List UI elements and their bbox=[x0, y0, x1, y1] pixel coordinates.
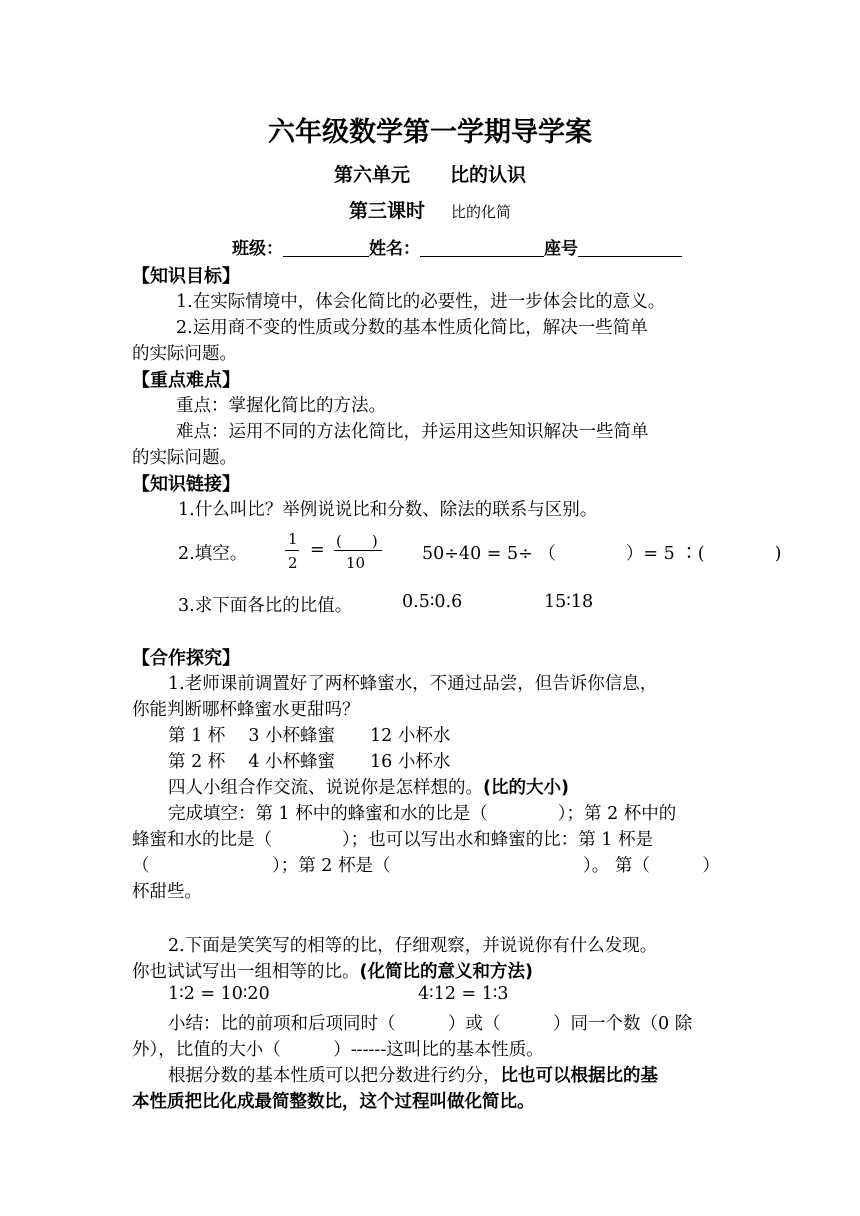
goals-line-3: 的实际问题。 bbox=[132, 344, 237, 364]
lesson-label: 第三课时 bbox=[348, 200, 425, 222]
link-question-2-label: 2.填空。 bbox=[178, 544, 248, 564]
name-label: 姓名： bbox=[369, 239, 420, 259]
class-blank[interactable] bbox=[283, 238, 369, 257]
blank-numerator[interactable]: ( ) bbox=[336, 532, 378, 550]
explore-p1-line-2: 你能判断哪杯蜂蜜水更甜吗？ bbox=[132, 700, 360, 720]
summary-line-2: 外），比值的大小（ ）------这叫比的基本性质。 bbox=[132, 1040, 544, 1060]
equals-sign: = bbox=[310, 540, 325, 560]
lesson-heading bbox=[0, 196, 860, 223]
final-line-2: 本性质把比化成最简整数比，这个过程叫做化简比。 bbox=[132, 1092, 535, 1112]
discuss-tag: (比的大小) bbox=[483, 778, 569, 798]
key-line-2: 难点：运用不同的方法化简比，并运用这些知识解决一些简单 bbox=[176, 422, 649, 442]
unit-label: 第六单元 bbox=[333, 164, 410, 186]
fill-line-3: （ ）；第 2 杯是（ ）。 第（ ） bbox=[132, 856, 720, 876]
summary-line-1: 小结：比的前项和后项同时（ ）或（ ）同一个数（0 除 bbox=[168, 1014, 693, 1034]
goals-heading: 【知识目标】 bbox=[132, 266, 240, 287]
equal-ratio-1: 1∶2 = 10∶20 bbox=[168, 984, 270, 1004]
class-label: 班级： bbox=[232, 239, 283, 259]
equal-ratio-2: 4∶12 = 1∶3 bbox=[418, 984, 509, 1004]
cup-2-info: 第 2 杯 4 小杯蜂蜜 16 小杯水 bbox=[168, 752, 451, 772]
key-line-3: 的实际问题。 bbox=[132, 448, 237, 468]
fill-line-1: 完成填空：第 1 杯中的蜂蜜和水的比是（ ）；第 2 杯中的 bbox=[168, 804, 677, 824]
seat-blank[interactable] bbox=[578, 238, 682, 257]
explore-p1-line-1: 1.老师课前调置好了两杯蜂蜜水，不通过品尝，但告诉你信息， bbox=[168, 674, 658, 694]
fill-line-2: 蜂蜜和水的比是（ ）；也可以写出水和蜂蜜的比：第 1 杯是 bbox=[132, 830, 654, 850]
denominator-ten: 10 bbox=[346, 554, 366, 572]
fill-line-4: 杯甜些。 bbox=[132, 882, 202, 902]
link-heading: 【知识链接】 bbox=[132, 474, 240, 495]
p2-text: 你也试试写出一组相等的比。 bbox=[132, 962, 360, 982]
seat-label: 座号 bbox=[544, 239, 578, 259]
ratio-b: 15∶18 bbox=[544, 592, 594, 612]
division-equation: 50÷40 = 5÷ （ ）= 5 ∶( ) bbox=[422, 544, 782, 564]
final-line-1 bbox=[168, 1062, 658, 1087]
link-question-3-label: 3.求下面各比的比值。 bbox=[178, 596, 353, 616]
goals-line-1: 1.在实际情境中，体会化简比的必要性，进一步体会比的意义。 bbox=[176, 292, 666, 312]
page-title: 六年级数学第一学期导学案 bbox=[268, 117, 592, 148]
key-line-1: 重点：掌握化简比的方法。 bbox=[176, 396, 386, 416]
fraction-denominator: 2 bbox=[288, 554, 298, 572]
link-question-1: 1.什么叫比？举例说说比和分数、除法的联系与区别。 bbox=[178, 500, 598, 520]
discuss-text: 四人小组合作交流、说说你是怎样想的。 bbox=[168, 778, 483, 798]
fraction-bar-2 bbox=[334, 550, 382, 551]
final-text-bold: 比也可以根据比的基 bbox=[500, 1066, 658, 1086]
key-heading: 【重点难点】 bbox=[132, 370, 240, 391]
ratio-a: 0.5∶0.6 bbox=[402, 592, 463, 612]
cup-1-info: 第 1 杯 3 小杯蜂蜜 12 小杯水 bbox=[168, 726, 451, 746]
goals-line-2: 2.运用商不变的性质或分数的基本性质化简比，解决一些简单 bbox=[176, 318, 648, 338]
explore-p2-line-1: 2.下面是笑笑写的相等的比，仔细观察，并说说你有什么发现。 bbox=[168, 936, 658, 956]
fraction-numerator: 1 bbox=[288, 530, 298, 548]
p2-tag: (化简比的意义和方法) bbox=[359, 962, 533, 982]
explore-heading: 【合作探究】 bbox=[132, 648, 240, 669]
unit-name: 比的认识 bbox=[450, 164, 527, 186]
unit-heading bbox=[0, 160, 860, 187]
lesson-name: 比的化简 bbox=[451, 203, 512, 221]
discuss-line bbox=[168, 774, 569, 799]
student-info-line bbox=[232, 234, 682, 259]
name-blank[interactable] bbox=[420, 238, 544, 257]
final-text-normal: 根据分数的基本性质可以把分数进行约分， bbox=[168, 1066, 501, 1086]
fraction-bar bbox=[285, 550, 299, 551]
explore-p2-line-2 bbox=[132, 958, 533, 983]
